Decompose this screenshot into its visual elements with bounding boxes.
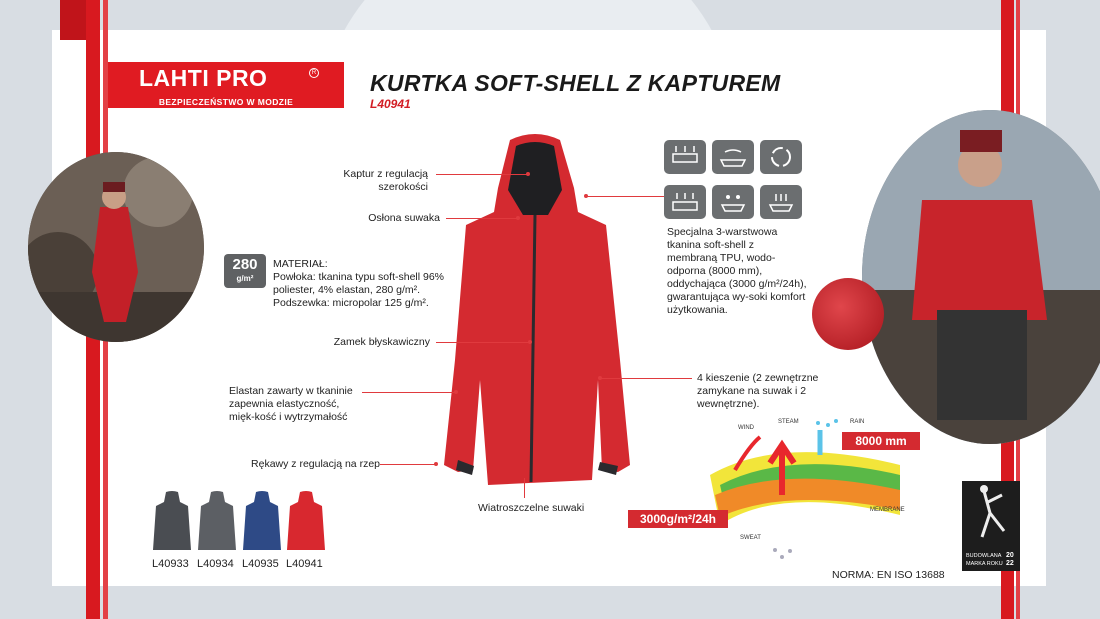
- hood-text: Kaptur z regulacją szerokości: [343, 168, 428, 193]
- waterproof-zips-text: Wiatroszczelne suwaki: [478, 502, 585, 514]
- callout-dot-hood: [526, 172, 530, 176]
- callout-dot-pockets: [598, 376, 602, 380]
- recycle-icon: [760, 140, 802, 174]
- callout-line-pockets: [600, 378, 692, 379]
- variant-jacket-2: [197, 490, 237, 552]
- weight-badge: [224, 254, 266, 288]
- material-text: MATERIAŁ: Powłoka: tkanina typu soft-shell 96% poliester, 4% elastan, 280 g/m². Podszewka: micropolar 125 g/m².: [273, 258, 445, 309]
- windproof-icon: [712, 140, 754, 174]
- membrane-label: MEMBRANE: [870, 507, 905, 513]
- variant-code-3: L40935: [242, 558, 279, 570]
- variant-code-4: L40941: [286, 558, 323, 570]
- callout-dot-zip-cover: [516, 216, 520, 220]
- fabric-texture: [812, 278, 884, 350]
- brand-logo: [108, 62, 344, 108]
- rain-label: RAIN: [850, 419, 865, 425]
- callout-dot-zipper: [528, 340, 532, 344]
- callout-dot-fabric: [584, 194, 588, 198]
- award-line-1: BUDOWLANA: [966, 553, 1002, 559]
- award-line-2: MARKA ROKU: [966, 561, 1003, 567]
- breathability-rating: 3000g/m²/24h: [628, 510, 728, 528]
- thermal-icon: [664, 185, 706, 219]
- registered-mark: R: [309, 68, 319, 78]
- variant-code-2: L40934: [197, 558, 234, 570]
- zipper-text: Zamek błyskawiczny: [333, 336, 430, 348]
- weight-value: 280: [232, 256, 258, 273]
- jacket-image: [428, 130, 643, 495]
- callout-dot-elastane: [454, 390, 458, 394]
- award-badge: [962, 481, 1020, 571]
- waterproof-rating: 8000 mm: [842, 432, 920, 450]
- award-year-b: 22: [1006, 560, 1014, 567]
- award-year-a: 20: [1006, 552, 1014, 559]
- brand-tagline: BEZPIECZEŃSTWO W MODZIE: [108, 97, 344, 108]
- norm-text: NORMA: EN ISO 13688: [832, 569, 945, 581]
- callout-line-zipper: [436, 342, 530, 343]
- fabric-text: Specjalna 3-warstwowa tkanina soft-shell z membraną TPU, wodo-odporna (8000 mm), oddychająca (3000 g/m²/24h), gwarantująca wy-soki komfort użytkowania.: [667, 226, 807, 316]
- cuffs-text: Rękawy z regulacją na rzep: [251, 458, 380, 470]
- variant-jacket-1: [152, 490, 192, 552]
- waterproof-icon: [712, 185, 754, 219]
- product-code: L40941: [370, 97, 411, 111]
- callout-dot-cuffs: [434, 462, 438, 466]
- pockets-text: 4 kieszenie (2 zewnętrzne zamykane na suwak i 2 wewnętrzne).: [697, 372, 819, 410]
- callout-line-waterproof-zips: [524, 478, 525, 498]
- worker-photo-right: [862, 110, 1100, 444]
- left-red-slab: [60, 0, 86, 40]
- worker-photo-left: [28, 152, 204, 342]
- wind-label: WIND: [738, 425, 754, 431]
- elastane-text: Elastan zawarty w tkaninie zapewnia elastyczność, mięk-kość i wytrzymałość: [229, 385, 353, 423]
- product-title: KURTKA SOFT-SHELL Z KAPTUREM: [370, 70, 781, 96]
- callout-line-cuffs: [380, 464, 436, 465]
- variant-jacket-4: [286, 490, 326, 552]
- callout-line-fabric: [586, 196, 664, 197]
- weight-unit: g/m²: [236, 274, 254, 283]
- zip-cover-text: Osłona suwaka: [368, 212, 440, 224]
- variant-jacket-3: [242, 490, 282, 552]
- callout-line-hood: [436, 174, 528, 175]
- moisture-icon: [760, 185, 802, 219]
- sweat-label: SWEAT: [740, 535, 761, 541]
- brand-name: LAHTI PRO: [139, 65, 268, 91]
- variant-code-1: L40933: [152, 558, 189, 570]
- callout-line-zip-cover: [446, 218, 518, 219]
- steam-label: STEAM: [778, 419, 799, 425]
- breathable-icon: [664, 140, 706, 174]
- callout-line-elastane: [362, 392, 456, 393]
